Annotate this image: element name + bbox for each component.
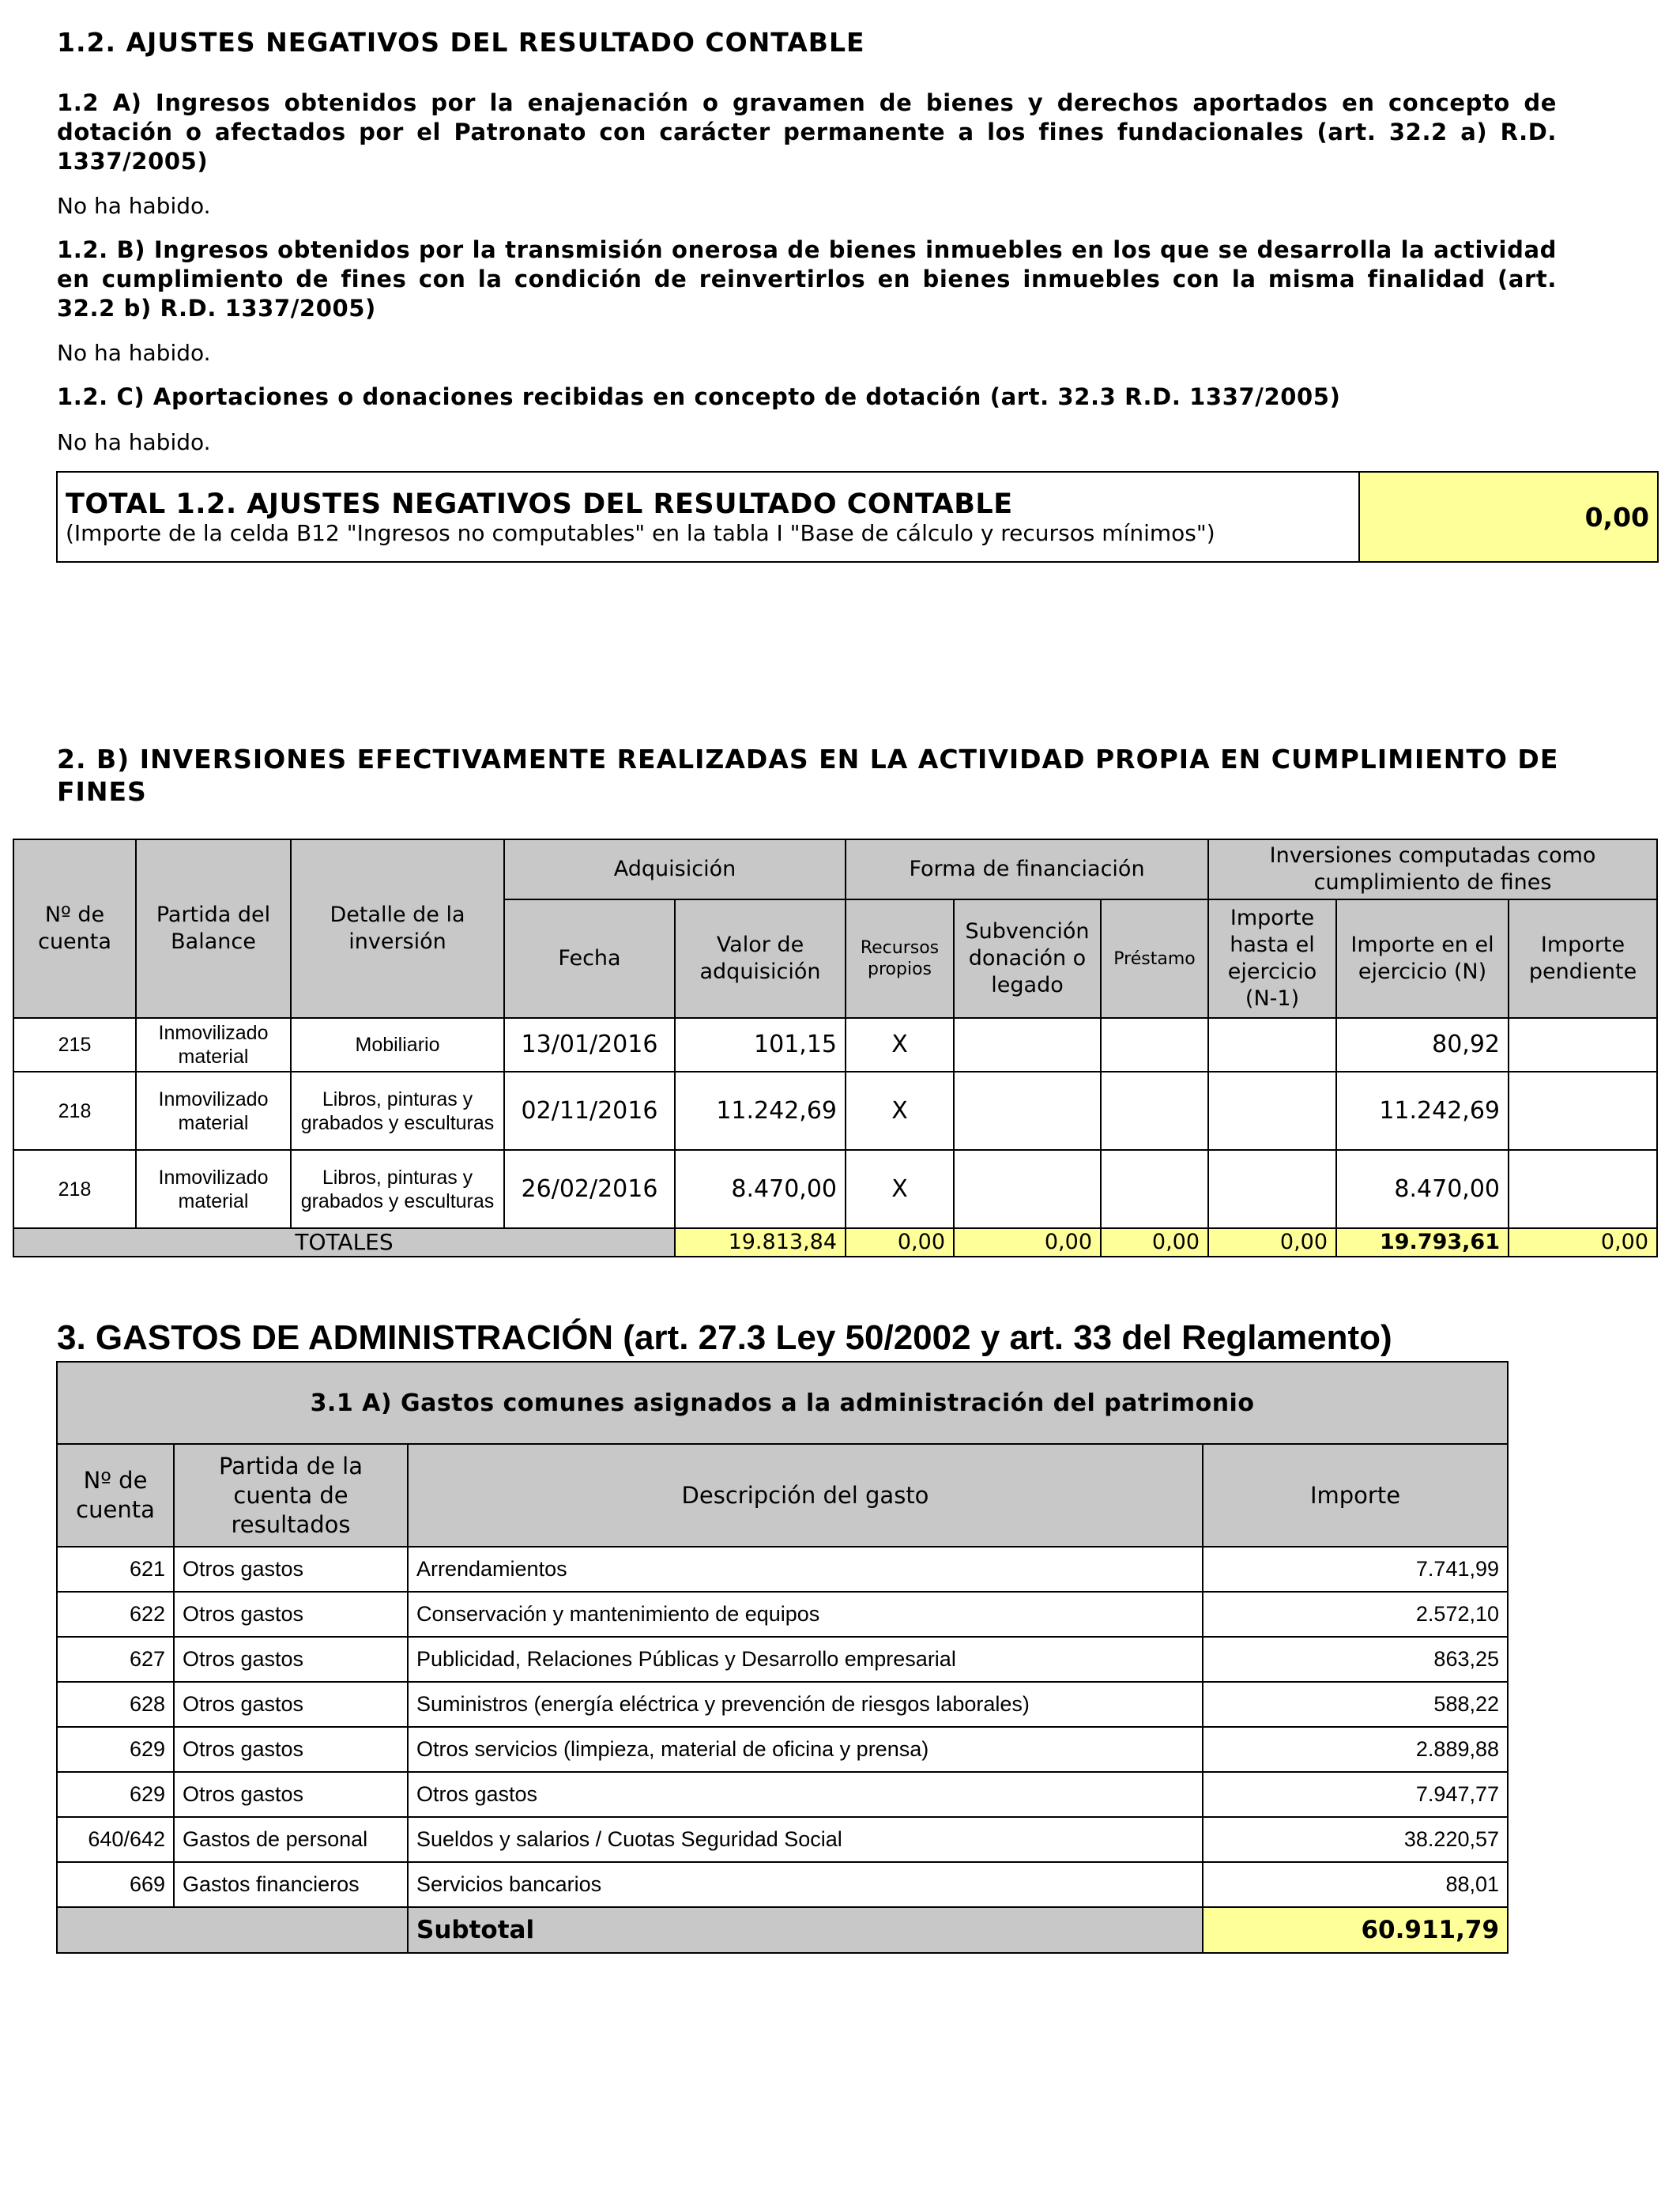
header-subvencion: Subvención donación o legado (954, 899, 1101, 1018)
header-cuenta: Nº de cuenta (13, 839, 136, 1018)
header-recursos-propios: Recursos propios (846, 899, 954, 1018)
cell-hasta (1208, 1150, 1336, 1228)
header-inversiones-computadas: Inversiones computadas como cumplimiento de fines (1208, 839, 1657, 899)
inversiones-table (13, 839, 1658, 1257)
cell-hasta (1208, 1072, 1336, 1150)
total-ajustes-label-cell (57, 472, 1359, 562)
cell-descripcion: Arrendamientos (408, 1547, 1203, 1592)
cell-importe: 88,01 (1203, 1862, 1508, 1907)
cell-valor: 8.470,00 (675, 1150, 846, 1228)
table-row (13, 1150, 1657, 1228)
cell-importe: 588,22 (1203, 1682, 1508, 1727)
cell-recursos: X (846, 1150, 954, 1228)
cell-fecha: 02/11/2016 (504, 1072, 675, 1150)
cell-partida: Otros gastos (174, 1637, 408, 1682)
cell-prestamo (1101, 1150, 1208, 1228)
cell-cuenta: 640/642 (57, 1817, 174, 1862)
cell-hasta (1208, 1018, 1336, 1072)
cell-importe: 7.947,77 (1203, 1772, 1508, 1817)
cell-importe: 38.220,57 (1203, 1817, 1508, 1862)
cell-cuenta: 218 (13, 1150, 136, 1228)
cell-valor: 11.242,69 (675, 1072, 846, 1150)
cell-partida: Inmovilizado material (136, 1018, 291, 1072)
cell-descripcion: Servicios bancarios (408, 1862, 1203, 1907)
cell-partida: Gastos de personal (174, 1817, 408, 1862)
cell-cuenta: 628 (57, 1682, 174, 1727)
cell-partida: Inmovilizado material (136, 1150, 291, 1228)
cell-partida: Otros gastos (174, 1682, 408, 1727)
header-importe-hasta: Importe hasta el ejercicio (N-1) (1208, 899, 1336, 1018)
section-1-2-c-text: No ha habido. (57, 429, 211, 455)
cell-partida: Inmovilizado material (136, 1072, 291, 1150)
header-importe-ejercicio: Importe en el ejercicio (N) (1336, 899, 1509, 1018)
cell-cuenta: 629 (57, 1727, 174, 1772)
total-prestamo: 0,00 (1101, 1228, 1208, 1257)
cell-recursos: X (846, 1072, 954, 1150)
section-3-heading: 3. GASTOS DE ADMINISTRACIÓN (art. 27.3 Ley 50/2002 y art. 33 del Reglamento) (57, 1318, 1392, 1357)
total-pendiente: 0,00 (1509, 1228, 1657, 1257)
header-importe-pendiente: Importe pendiente (1509, 899, 1657, 1018)
cell-recursos: X (846, 1018, 954, 1072)
table-row (57, 1682, 1508, 1727)
table-row (57, 1637, 1508, 1682)
header-partida: Partida de la cuenta de resultados (174, 1444, 408, 1547)
section-1-2-c-title: 1.2. C) Aportaciones o donaciones recibidas en concepto de dotación (art. 32.3 R.D. 1337/2005) (57, 383, 1341, 410)
total-hasta: 0,00 (1208, 1228, 1336, 1257)
cell-fecha: 26/02/2016 (504, 1150, 675, 1228)
cell-descripcion: Sueldos y salarios / Cuotas Seguridad Social (408, 1817, 1203, 1862)
subtotal-value: 60.911,79 (1203, 1907, 1508, 1953)
total-ajustes-title: TOTAL 1.2. AJUSTES NEGATIVOS DEL RESULTADO CONTABLE (66, 488, 1013, 520)
cell-descripcion: Otros servicios (limpieza, material de oficina y prensa) (408, 1727, 1203, 1772)
header-descripcion: Descripción del gasto (408, 1444, 1203, 1547)
cell-partida: Gastos financieros (174, 1862, 408, 1907)
section-1-2-a-title: 1.2 A) Ingresos obtenidos por la enajenación o gravamen de bienes y derechos aportados en concepto de dotación o afectados por el Patronato con carácter permanente a los fines fundacionales (art. 32.2 a) R.D. 1337/2005) (57, 89, 1557, 175)
gastos-administracion-table (56, 1361, 1509, 1954)
cell-partida: Otros gastos (174, 1727, 408, 1772)
section-1-2-a-text: No ha habido. (57, 193, 211, 219)
cell-pendiente (1509, 1018, 1657, 1072)
totales-label: TOTALES (13, 1228, 675, 1257)
table-row (57, 1772, 1508, 1817)
cell-pendiente (1509, 1150, 1657, 1228)
cell-cuenta: 622 (57, 1592, 174, 1637)
subtotal-row (57, 1907, 1508, 1953)
total-subvencion: 0,00 (954, 1228, 1101, 1257)
cell-cuenta: 621 (57, 1547, 174, 1592)
cell-en-ejercicio: 80,92 (1336, 1018, 1509, 1072)
header-partida: Partida del Balance (136, 839, 291, 1018)
totals-row (13, 1228, 1657, 1257)
cell-descripcion: Conservación y mantenimiento de equipos (408, 1592, 1203, 1637)
header-detalle: Detalle de la inversión (291, 839, 504, 1018)
gastos-table-title: 3.1 A) Gastos comunes asignados a la administración del patrimonio (57, 1362, 1508, 1444)
cell-cuenta: 669 (57, 1862, 174, 1907)
cell-prestamo (1101, 1018, 1208, 1072)
cell-cuenta: 627 (57, 1637, 174, 1682)
section-1-2-heading: 1.2. AJUSTES NEGATIVOS DEL RESULTADO CONTABLE (57, 27, 865, 58)
total-ajustes-note: (Importe de la celda B12 "Ingresos no computables" en la tabla I "Base de cálculo y recursos mínimos") (66, 519, 1215, 546)
total-ajustes-value: 0,00 (1359, 472, 1658, 562)
section-1-2-b-title: 1.2. B) Ingresos obtenidos por la transmisión onerosa de bienes inmuebles en los que se desarrolla la actividad en cumplimiento de fines con la condición de reinvertirlos en bienes inmuebles con la misma finalidad (art. 32.2 b) R.D. 1337/2005) (57, 236, 1557, 322)
cell-pendiente (1509, 1072, 1657, 1150)
cell-descripcion: Suministros (energía eléctrica y prevención de riesgos laborales) (408, 1682, 1203, 1727)
header-importe: Importe (1203, 1444, 1508, 1547)
cell-subvencion (954, 1150, 1101, 1228)
header-cuenta: Nº de cuenta (57, 1444, 174, 1547)
cell-valor: 101,15 (675, 1018, 846, 1072)
table-row (57, 1817, 1508, 1862)
cell-cuenta: 629 (57, 1772, 174, 1817)
section-2b-heading: 2. B) INVERSIONES EFECTIVAMENTE REALIZADAS EN LA ACTIVIDAD PROPIA EN CUMPLIMIENTO DE FINES (57, 744, 1559, 807)
table-row (57, 1862, 1508, 1907)
subtotal-label: Subtotal (408, 1907, 1203, 1953)
cell-detalle: Libros, pinturas y grabados y esculturas (291, 1072, 504, 1150)
cell-importe: 7.741,99 (1203, 1547, 1508, 1592)
cell-partida: Otros gastos (174, 1772, 408, 1817)
cell-en-ejercicio: 8.470,00 (1336, 1150, 1509, 1228)
cell-partida: Otros gastos (174, 1592, 408, 1637)
table-row (13, 1018, 1657, 1072)
section-1-2-b-text: No ha habido. (57, 340, 211, 366)
subtotal-spacer (57, 1907, 408, 1953)
cell-detalle: Libros, pinturas y grabados y esculturas (291, 1150, 504, 1228)
header-forma-financiacion: Forma de financiación (846, 839, 1208, 899)
cell-importe: 863,25 (1203, 1637, 1508, 1682)
header-fecha: Fecha (504, 899, 675, 1018)
total-valor: 19.813,84 (675, 1228, 846, 1257)
cell-detalle: Mobiliario (291, 1018, 504, 1072)
cell-fecha: 13/01/2016 (504, 1018, 675, 1072)
cell-prestamo (1101, 1072, 1208, 1150)
table-row (57, 1547, 1508, 1592)
cell-cuenta: 218 (13, 1072, 136, 1150)
header-adquisicion: Adquisición (504, 839, 846, 899)
table-row (57, 1727, 1508, 1772)
header-prestamo: Préstamo (1101, 899, 1208, 1018)
cell-importe: 2.889,88 (1203, 1727, 1508, 1772)
cell-cuenta: 215 (13, 1018, 136, 1072)
cell-subvencion (954, 1018, 1101, 1072)
total-en-ejercicio: 19.793,61 (1336, 1228, 1509, 1257)
table-row (13, 1072, 1657, 1150)
cell-descripcion: Otros gastos (408, 1772, 1203, 1817)
cell-en-ejercicio: 11.242,69 (1336, 1072, 1509, 1150)
cell-subvencion (954, 1072, 1101, 1150)
total-recursos: 0,00 (846, 1228, 954, 1257)
cell-descripcion: Publicidad, Relaciones Públicas y Desarrollo empresarial (408, 1637, 1203, 1682)
total-ajustes-negativos-table (56, 471, 1659, 563)
cell-partida: Otros gastos (174, 1547, 408, 1592)
header-valor-adquisicion: Valor de adquisición (675, 899, 846, 1018)
table-row (57, 1592, 1508, 1637)
cell-importe: 2.572,10 (1203, 1592, 1508, 1637)
